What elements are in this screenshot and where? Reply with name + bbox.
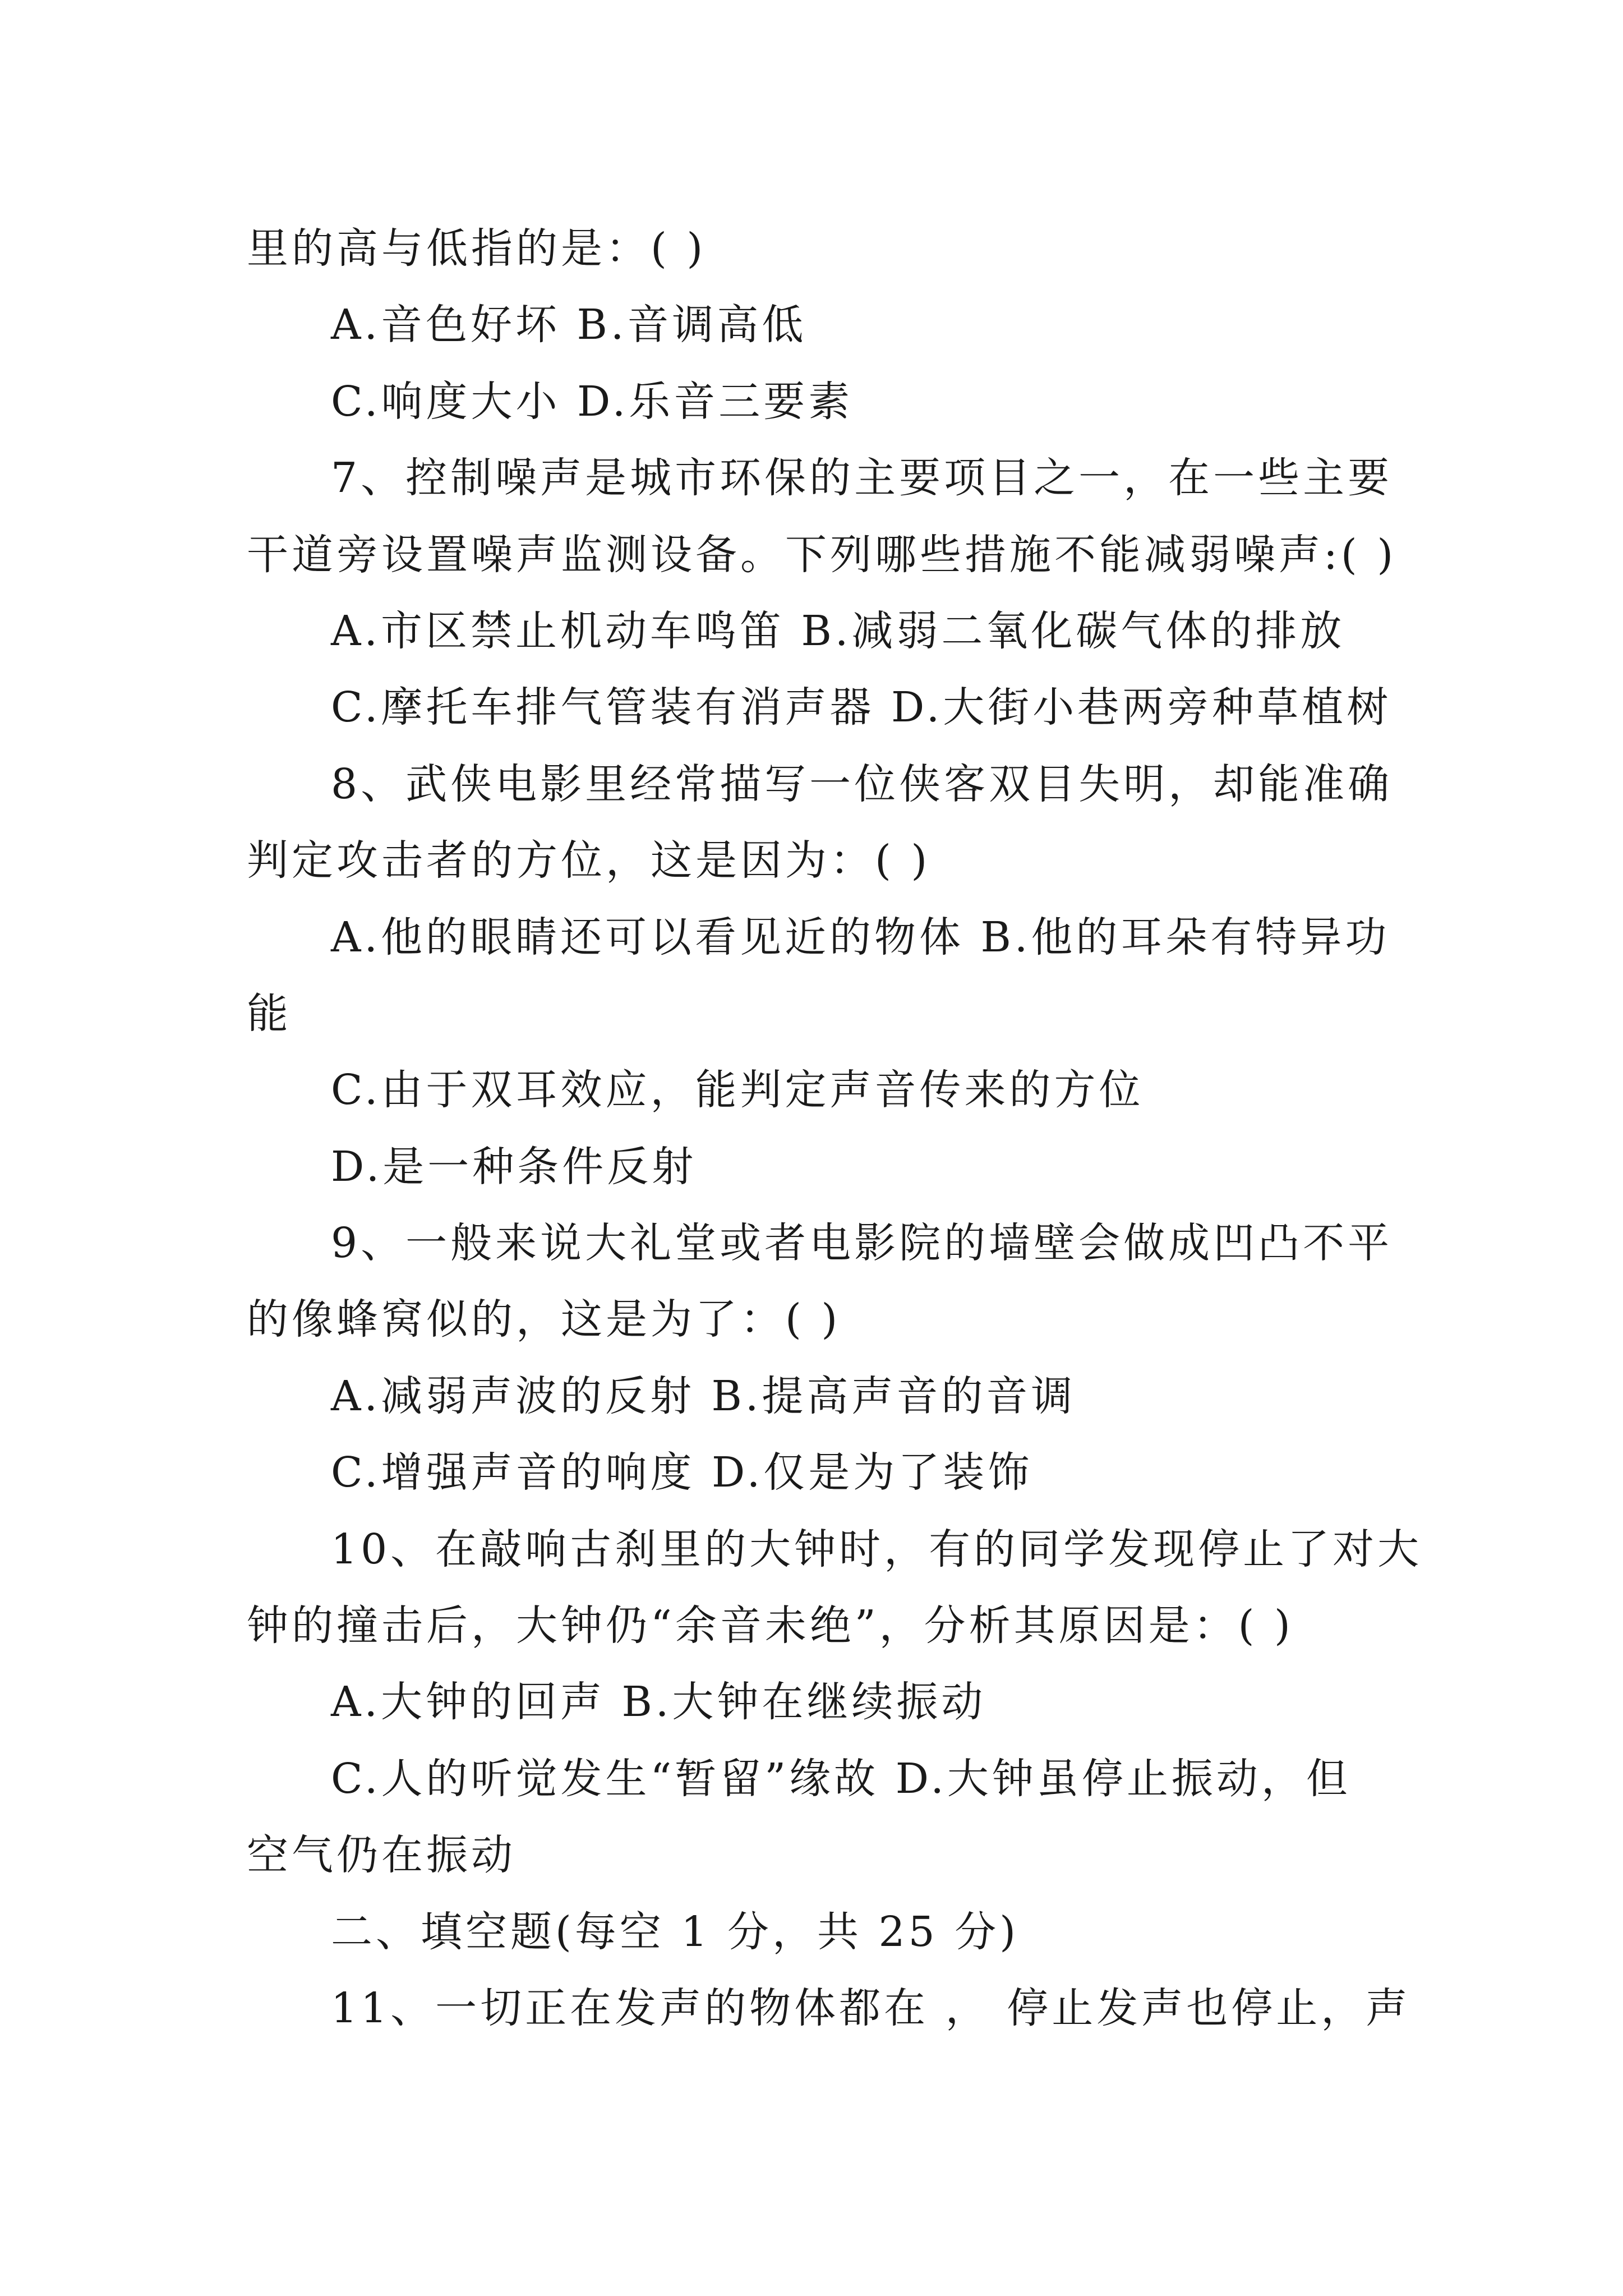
question-10: 10、在敲响古刹里的大钟时，有的同学发现停止了对大 [331, 1525, 1423, 1573]
option-line: C.增强声音的响度 D.仅是为了装饰 [331, 1448, 1033, 1497]
option-line: C.响度大小 D.乐音三要素 [331, 377, 854, 426]
option-line: D.是一种条件反射 [331, 1142, 697, 1191]
question-11: 11、一切正在发声的物体都在 ， 停止发声也停止，声 [331, 1984, 1411, 2032]
text-line: 判定攻击者的方位，这是因为：( ) [247, 836, 931, 885]
text-line: 里的高与低指的是：( ) [247, 224, 707, 273]
text-line: 钟的撞击后，大钟仍“余音未绝”，分析其原因是：( ) [247, 1602, 1294, 1650]
option-line: A.减弱声波的反射 B.提高声音的音调 [331, 1372, 1076, 1420]
document-body [247, 210, 1423, 2046]
option-line: C.人的听觉发生“暂留”缘故 D.大钟虽停止振动，但 [331, 1754, 1351, 1803]
option-line: A.大钟的回声 B.大钟在继续振动 [331, 1678, 986, 1727]
text-line: 能 [247, 989, 292, 1038]
text-line: 空气仍在振动 [247, 1831, 516, 1880]
option-line: A.音色好坏 B.音调高低 [331, 301, 807, 349]
option-line: A.市区禁止机动车鸣笛 B.减弱二氧化碳气体的排放 [331, 606, 1345, 655]
section-heading: 二、填空题(每空 1 分，共 25 分) [331, 1907, 1020, 1956]
question-9: 9、一般来说大礼堂或者电影院的墙壁会做成凹凸不平 [331, 1219, 1393, 1268]
text-line: 干道旁设置噪声监测设备。下列哪些措施不能减弱噪声:( ) [247, 530, 1397, 579]
text-line: 的像蜂窝似的，这是为了：( ) [247, 1295, 841, 1344]
question-7: 7、控制噪声是城市环保的主要项目之一，在一些主要 [331, 454, 1393, 503]
option-line: C.由于双耳效应，能判定声音传来的方位 [331, 1066, 1144, 1115]
option-line: A.他的眼睛还可以看见近的物体 B.他的耳朵有特异功 [331, 913, 1390, 961]
option-line: C.摩托车排气管装有消声器 D.大街小巷两旁种草植树 [331, 683, 1392, 732]
question-8: 8、武侠电影里经常描写一位侠客双目失明，却能准确 [331, 760, 1393, 808]
